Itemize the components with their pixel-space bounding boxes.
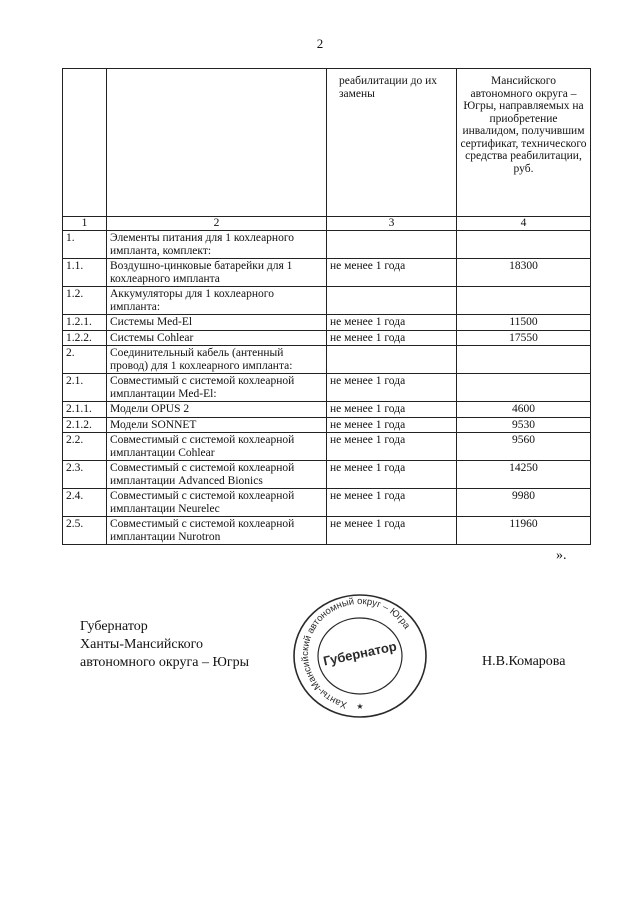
row-term: не менее 1 года xyxy=(327,417,457,433)
row-name: Модели OPUS 2 xyxy=(107,402,327,418)
row-name: Воздушно-цинковые батарейки для 1 кохлеарного импланта xyxy=(107,259,327,287)
row-price: 11500 xyxy=(457,315,591,331)
header-cell-term: реабилитации до их замены xyxy=(327,69,457,217)
table-row xyxy=(63,433,591,461)
row-term xyxy=(327,231,457,259)
row-price xyxy=(457,231,591,259)
row-price: 14250 xyxy=(457,461,591,489)
seal-star-icon: ★ xyxy=(356,702,364,711)
signer-region-2: автономного округа – Югры xyxy=(80,655,249,670)
row-number: 2.3. xyxy=(63,461,107,489)
table-row xyxy=(63,374,591,402)
row-name: Аккумуляторы для 1 кохлеарного импланта: xyxy=(107,287,327,315)
row-number: 2.2. xyxy=(63,433,107,461)
row-number: 2.1.2. xyxy=(63,417,107,433)
header-cell-price: Мансийского автономного округа – Югры, направляемых на приобретение инвалидом, получившим сертификат, технического средства реабилитации, руб. xyxy=(457,69,591,217)
row-price xyxy=(457,346,591,374)
table-row xyxy=(63,461,591,489)
row-term: не менее 1 года xyxy=(327,330,457,346)
row-term: не менее 1 года xyxy=(327,433,457,461)
header-cell-number xyxy=(63,69,107,217)
seal-center-text: Губернатор xyxy=(321,638,398,669)
table-row xyxy=(63,517,591,545)
row-number: 2.4. xyxy=(63,489,107,517)
row-term xyxy=(327,287,457,315)
row-name: Совместимый с системой кохлеарной имплантации Advanced Bionics xyxy=(107,461,327,489)
row-number: 2.1. xyxy=(63,374,107,402)
row-price: 9980 xyxy=(457,489,591,517)
row-name: Совместимый с системой кохлеарной имплантации Cohlear xyxy=(107,433,327,461)
row-price: 18300 xyxy=(457,259,591,287)
table-row xyxy=(63,330,591,346)
signer-title: Губернатор xyxy=(80,619,148,634)
row-price: 17550 xyxy=(457,330,591,346)
table-row xyxy=(63,259,591,287)
tariff-table xyxy=(62,68,591,545)
row-name: Совместимый с системой кохлеарной имплантации Med-El: xyxy=(107,374,327,402)
table-header-row xyxy=(63,69,591,217)
table-row xyxy=(63,315,591,331)
row-name: Системы Cohlear xyxy=(107,330,327,346)
column-number: 1 xyxy=(63,217,107,231)
row-number: 1.2.2. xyxy=(63,330,107,346)
table-row xyxy=(63,231,591,259)
row-term: не менее 1 года xyxy=(327,374,457,402)
closing-quote: ». xyxy=(556,548,567,563)
row-name: Модели SONNET xyxy=(107,417,327,433)
row-number: 2. xyxy=(63,346,107,374)
row-term: не менее 1 года xyxy=(327,402,457,418)
row-term: не менее 1 года xyxy=(327,315,457,331)
row-name: Системы Med-El xyxy=(107,315,327,331)
row-price: 9560 xyxy=(457,433,591,461)
row-price: 11960 xyxy=(457,517,591,545)
signer-name: Н.В.Комарова xyxy=(482,654,566,669)
table-row xyxy=(63,489,591,517)
header-cell-name xyxy=(107,69,327,217)
row-term: не менее 1 года xyxy=(327,259,457,287)
page-number: 2 xyxy=(316,36,324,51)
signature-block xyxy=(80,618,249,672)
row-name: Элементы питания для 1 кохлеарного импланта, комплект: xyxy=(107,231,327,259)
column-number-row xyxy=(63,217,591,231)
row-number: 1. xyxy=(63,231,107,259)
row-name: Совместимый с системой кохлеарной имплантации Nurotron xyxy=(107,517,327,545)
table-row xyxy=(63,417,591,433)
column-number: 2 xyxy=(107,217,327,231)
column-number: 3 xyxy=(327,217,457,231)
row-number: 1.1. xyxy=(63,259,107,287)
row-number: 2.1.1. xyxy=(63,402,107,418)
row-number: 1.2. xyxy=(63,287,107,315)
signer-region: Ханты-Мансийского xyxy=(80,637,204,652)
row-term: не менее 1 года xyxy=(327,489,457,517)
table-row xyxy=(63,346,591,374)
row-price xyxy=(457,374,591,402)
table-row xyxy=(63,287,591,315)
row-name: Соединительный кабель (антенный провод) для 1 кохлеарного импланта: xyxy=(107,346,327,374)
column-number: 4 xyxy=(457,217,591,231)
official-seal xyxy=(290,592,430,720)
row-price xyxy=(457,287,591,315)
row-term: не менее 1 года xyxy=(327,517,457,545)
row-term xyxy=(327,346,457,374)
table-row xyxy=(63,402,591,418)
row-number: 1.2.1. xyxy=(63,315,107,331)
row-price: 4600 xyxy=(457,402,591,418)
row-number: 2.5. xyxy=(63,517,107,545)
seal-ring-text: Ханты-Мансийский автономный округ – Югра xyxy=(299,595,413,711)
row-term: не менее 1 года xyxy=(327,461,457,489)
row-name: Совместимый с системой кохлеарной имплантации Neurelec xyxy=(107,489,327,517)
row-price: 9530 xyxy=(457,417,591,433)
